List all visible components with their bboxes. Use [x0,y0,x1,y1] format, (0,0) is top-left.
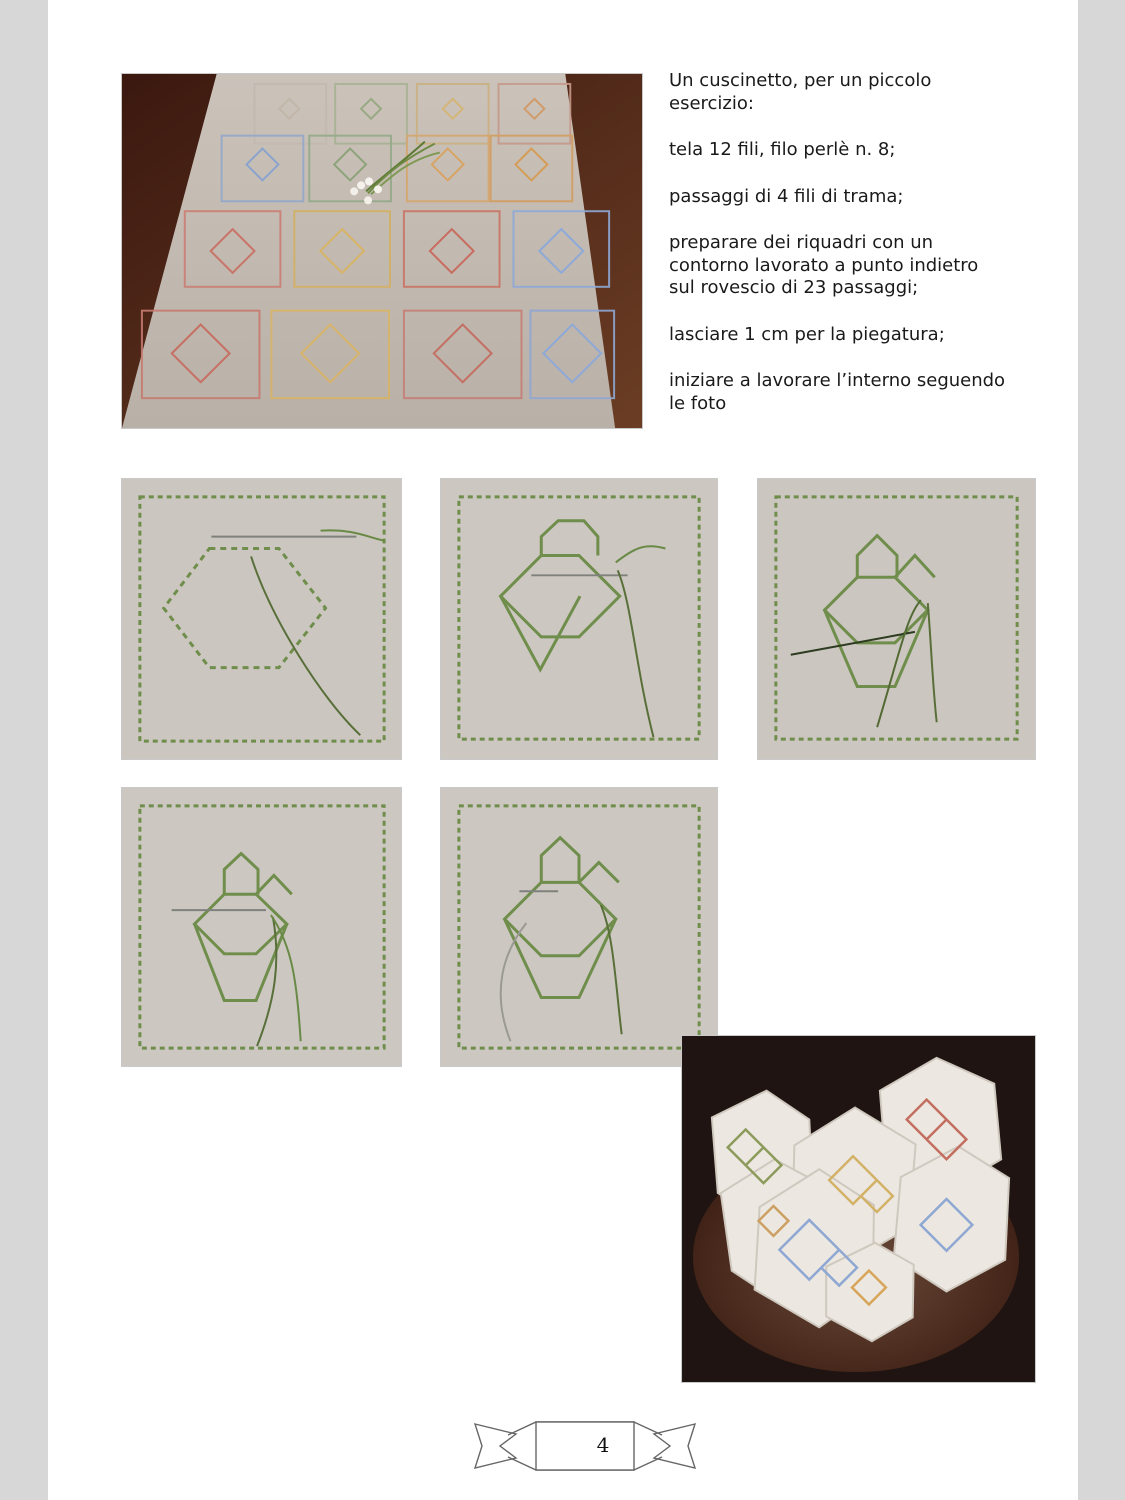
instruction-item-1: Un cuscinetto, per un piccolo esercizio: [669,70,932,114]
step-photo-3 [757,478,1036,760]
instruction-item-5: lasciare 1 cm per la piegatura; [669,323,945,345]
instruction-item-6: iniziare a lavorare l’interno seguendo le foto [669,370,1006,414]
step-photo-1 [121,478,402,760]
instruction-item-2: tela 12 fili, filo perlè n. 8; [669,139,896,160]
finished-pincushions-photo [681,1035,1036,1383]
instruction-item-3: passaggi di 4 fili di trama; [669,185,904,207]
step-photo-4 [121,787,402,1067]
page-number: 4 [596,1433,610,1457]
document-page [48,0,1078,1500]
step-photo-2 [440,478,718,760]
instruction-text-block [669,70,1049,439]
step-photo-5 [440,787,718,1067]
instruction-item-4: preparare dei riquadri con un contorno lavorato a punto indietro sul rovescio di 23 passaggi; [669,232,979,298]
hero-embroidery-photo [121,73,643,429]
